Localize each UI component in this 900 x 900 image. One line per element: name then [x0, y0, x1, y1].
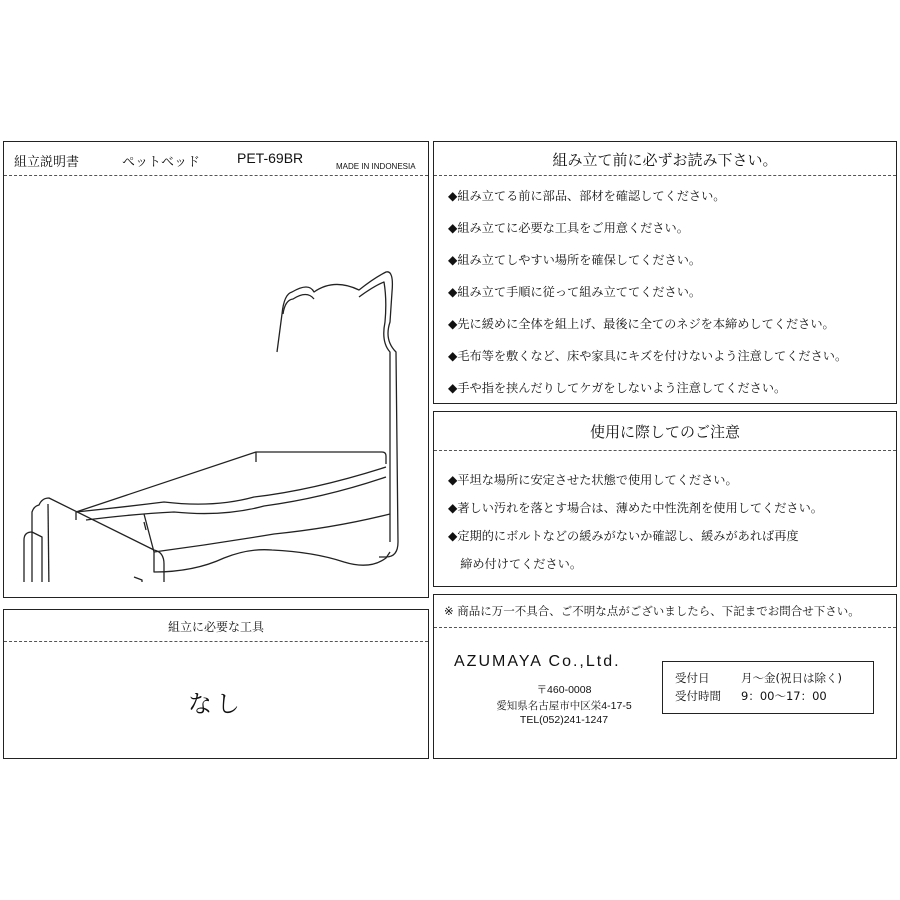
postal-code: 〒460-0008 [536, 684, 592, 696]
note-item: ◆組み立て手順に従って組み立ててください。 [448, 285, 702, 299]
address: 愛知県名古屋市中区栄4-17-5 [496, 700, 632, 712]
divider [434, 175, 896, 176]
divider [4, 175, 428, 176]
note-item: ◆平坦な場所に安定させた状態で使用してください。 [448, 473, 738, 487]
note-item: ◆組み立てしやすい場所を確保してください。 [448, 253, 702, 267]
note-item: ◆組み立てる前に部品、部材を確認してください。 [448, 189, 726, 203]
note-item: ◆手や指を挟んだりしてケガをしないよう注意してください。 [448, 381, 787, 395]
note-item: ◆定期的にボルトなどの緩みがないか確認し、緩みがあれば再度 [448, 529, 799, 543]
product-name: ペットベッド [122, 155, 201, 170]
hours-box [662, 661, 874, 714]
divider [4, 641, 428, 642]
note-item: ◆先に緩めに全体を組上げ、最後に全てのネジを本締めしてください。 [448, 317, 835, 331]
note-item: ◆毛布等を敷くなど、床や家具にキズを付けないよう注意してください。 [448, 349, 848, 363]
company-name: AZUMAYA Co.,Ltd. [454, 653, 621, 670]
phone-number: TEL(052)241-1247 [519, 714, 609, 726]
tools-panel [3, 609, 429, 759]
model-number: PET-69BR [237, 150, 304, 166]
divider [434, 450, 896, 451]
pet-bed-illustration [14, 252, 414, 582]
days-label: 受付日 [675, 671, 710, 685]
usage-panel [433, 411, 897, 587]
contact-panel [433, 594, 897, 759]
days-value: 月～金(祝日は除く) [741, 671, 842, 685]
note-item: ◆組み立てに必要な工具をご用意ください。 [448, 221, 689, 235]
usage-title: 使用に際してのご注意 [589, 423, 740, 441]
before-assembly-title: 組み立て前に必ずお読み下さい。 [552, 151, 778, 169]
manual-panel [3, 141, 429, 598]
manual-title: 組立説明書 [14, 155, 80, 170]
contact-header: ※ 商品に万一不具合、ご不明な点がございましたら、下記までお問合せ下さい。 [444, 604, 860, 618]
origin-label: MADE IN INDONESIA [336, 162, 416, 171]
time-value: 9：00～17：00 [741, 689, 827, 703]
time-label: 受付時間 [675, 689, 721, 703]
note-item: 締め付けてください。 [448, 557, 583, 571]
tools-title: 組立に必要な工具 [167, 620, 264, 634]
note-item: ◆著しい汚れを落とす場合は、薄めた中性洗剤を使用してください。 [448, 501, 823, 515]
divider [434, 627, 896, 628]
tools-value: なし [188, 690, 244, 718]
before-assembly-panel [433, 141, 897, 404]
